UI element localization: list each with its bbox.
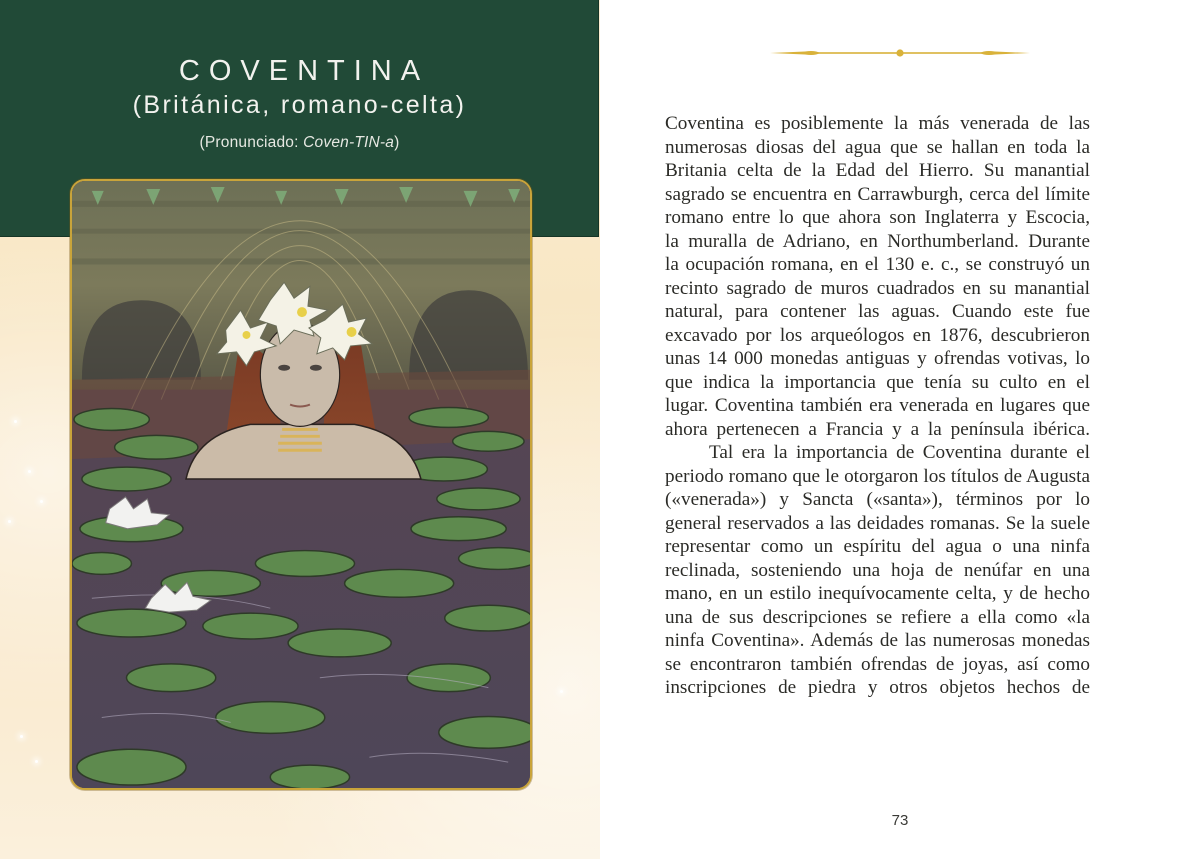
text-line: Britania celta de la Edad del Hierro. Su manantial [665, 160, 1090, 181]
text-line: que indica la importancia que tenía su culto en el [665, 371, 1090, 393]
text-line: la ocupación romana, en el 130 e. c., se construyó un [665, 254, 1090, 275]
pronunciation-label: (Pronunciado: [199, 134, 304, 151]
sparkle-decoration [14, 420, 17, 423]
sparkle-decoration [35, 760, 38, 763]
text-line: la muralla de Adriano, en Northumberland. Durante [665, 230, 1090, 252]
text-line: ninfa Coventina». Además de las numerosas monedas [665, 630, 1090, 651]
text-line: sagrado se encuentra en Carrawburgh, cerca del límite [665, 183, 1090, 205]
sparkle-decoration [28, 470, 31, 473]
page-number: 73 [891, 812, 909, 829]
text-line: excavado por los arqueólogos en 1876, descubrieron [665, 324, 1090, 346]
body-text [665, 112, 1090, 700]
pronunciation-close: ) [394, 134, 400, 151]
sparkle-decoration [40, 500, 43, 503]
text-line: una de sus descripciones se refiere a ella como «la [665, 606, 1090, 628]
text-line: general reservados a las deidades romanas. Se la suele [665, 512, 1090, 534]
oracle-card-illustration [70, 179, 532, 790]
text-line-indented: Tal era la importancia de Coventina durante el [709, 442, 1090, 463]
card-subtitle: (Británica, romano-celta) [132, 91, 467, 119]
text-line: representar como un espíritu del agua o una ninfa [665, 536, 1090, 557]
text-line: se encontraron también ofrendas de joyas, así como [665, 653, 1090, 675]
sparkle-decoration [8, 520, 11, 523]
text-line: recinto sagrado de muros cuadrados en su manantial [665, 277, 1090, 299]
sparkle-decoration [560, 690, 563, 693]
text-line: numerosas diosas del agua que se hallan en toda la [665, 136, 1090, 158]
text-line: mano, en un estilo inequívocamente celta, y de hecho [665, 583, 1090, 604]
text-line: unas 14 000 monedas antiguas y ofrendas votivas, lo [665, 348, 1090, 369]
text-line: inscripciones de piedra y otros objetos hechos de [665, 677, 1090, 698]
text-line: reclinada, sosteniendo una hoja de nenúfar en una [665, 559, 1090, 581]
right-page [600, 0, 1200, 859]
pronunciation [0, 134, 599, 152]
text-line: romano entre lo que ahora son Inglaterra y Escocia, [665, 207, 1090, 228]
gold-divider-ornament-icon [770, 45, 1030, 61]
coventina-illustration [72, 181, 530, 788]
pronunciation-value: Coven-TIN-a [303, 134, 395, 151]
text-line: lugar. Coventina también era venerada en lugares que [665, 395, 1090, 416]
text-line: («venerada») y Sancta («santa»), términos por lo [665, 489, 1090, 510]
text-line: Coventina es posiblemente la más venerada de las [665, 113, 1090, 134]
text-line: natural, para contener las aguas. Cuando este fue [665, 301, 1090, 322]
text-line: periodo romano que le otorgaron los títulos de Augusta [665, 465, 1090, 487]
card-title: COVENTINA [178, 55, 430, 87]
text-line: ahora pertenecen a Francia y a la península ibérica. [665, 418, 1090, 440]
sparkle-decoration [20, 735, 23, 738]
